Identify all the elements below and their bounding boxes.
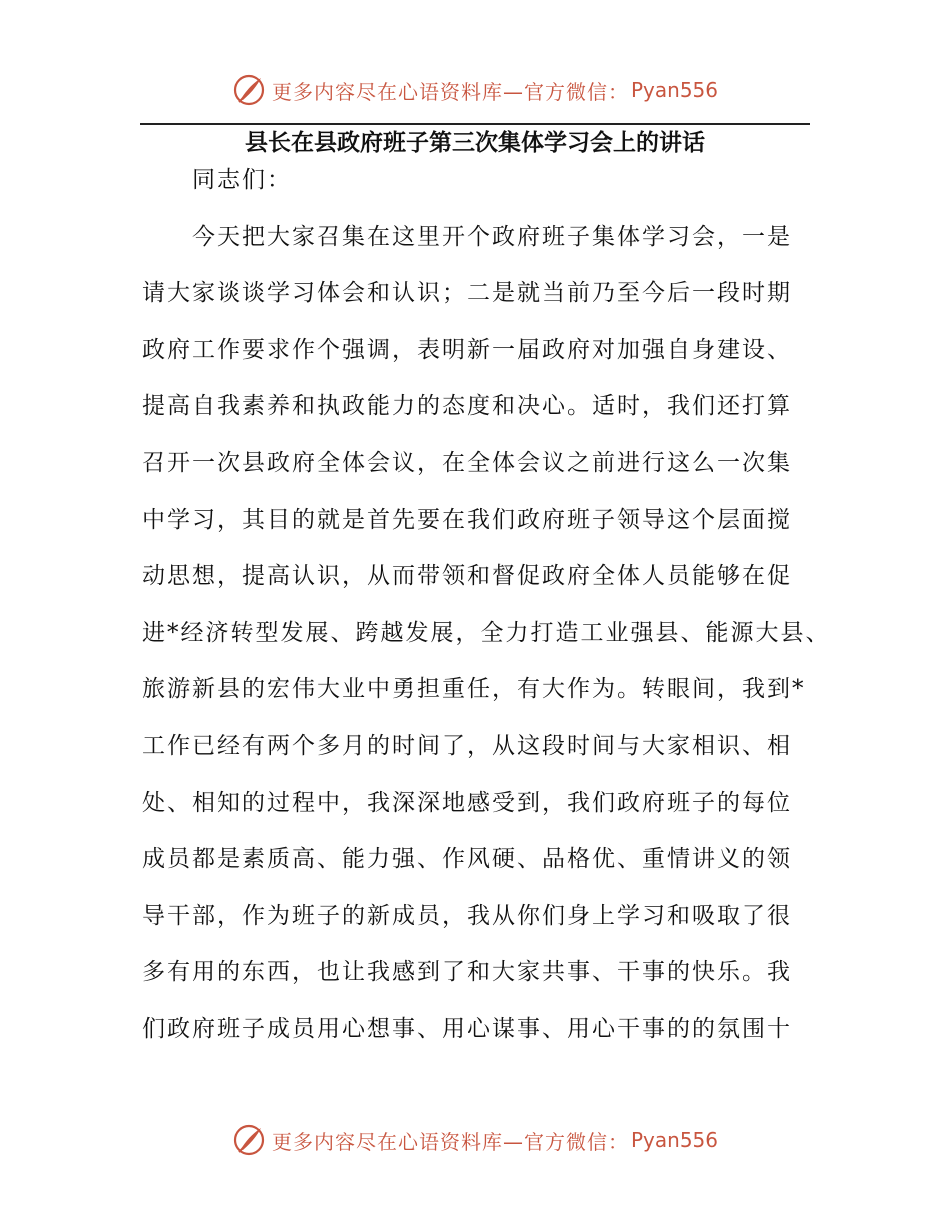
header-banner bbox=[0, 70, 950, 110]
feather-pen-icon bbox=[232, 73, 266, 107]
banner-text: 更多内容尽在心语资料库—官方微信： bbox=[271, 1129, 629, 1154]
paragraph-line: 今天把大家召集在这里开个政府班子集体学习会，一是 bbox=[192, 223, 792, 250]
paragraph-line: 处、相知的过程中，我深深地感受到，我们政府班子的每位 bbox=[142, 789, 792, 816]
paragraph-line: 导干部，作为班子的新成员，我从你们身上学习和吸取了很 bbox=[142, 902, 792, 929]
paragraph-line: 请大家谈谈学习体会和认识；二是就当前乃至今后一段时期 bbox=[142, 280, 792, 307]
paragraph-line: 多有用的东西，也让我感到了和大家共事、干事的快乐。我 bbox=[142, 959, 792, 986]
feather-pen-icon bbox=[232, 1123, 266, 1157]
document-title: 县长在县政府班子第三次集体学习会上的讲话 bbox=[245, 130, 705, 156]
paragraph-line: 进*经济转型发展、跨越发展，全力打造工业强县、能源大县、 bbox=[142, 619, 831, 646]
banner-wechat-id: Pyan556 bbox=[630, 1128, 718, 1152]
paragraph-line: 政府工作要求作个强调，表明新一届政府对加强自身建设、 bbox=[142, 336, 792, 363]
salutation: 同志们： bbox=[192, 167, 292, 193]
paragraph-line: 们政府班子成员用心想事、用心谋事、用心干事的的氛围十 bbox=[142, 1015, 792, 1042]
paragraph-line: 中学习，其目的就是首先要在我们政府班子领导这个层面搅 bbox=[142, 506, 792, 533]
header-rule bbox=[140, 123, 810, 125]
document-body bbox=[142, 152, 842, 1058]
paragraph-line: 旅游新县的宏伟大业中勇担重任，有大作为。转眼间，我到* bbox=[142, 676, 806, 703]
paragraph-line: 工作已经有两个多月的时间了，从这段时间与大家相识、相 bbox=[142, 732, 792, 759]
banner-text: 更多内容尽在心语资料库—官方微信： bbox=[271, 79, 629, 104]
paragraph-line: 成员都是素质高、能力强、作风硬、品格优、重情讲义的领 bbox=[142, 846, 792, 873]
paragraph-line: 召开一次县政府全体会议，在全体会议之前进行这么一次集 bbox=[142, 449, 792, 476]
paragraph-line: 提高自我素养和执政能力的态度和决心。适时，我们还打算 bbox=[142, 393, 792, 420]
paragraph-line: 动思想，提高认识，从而带领和督促政府全体人员能够在促 bbox=[142, 563, 792, 590]
footer-banner bbox=[0, 1120, 950, 1160]
banner-wechat-id: Pyan556 bbox=[630, 78, 718, 102]
